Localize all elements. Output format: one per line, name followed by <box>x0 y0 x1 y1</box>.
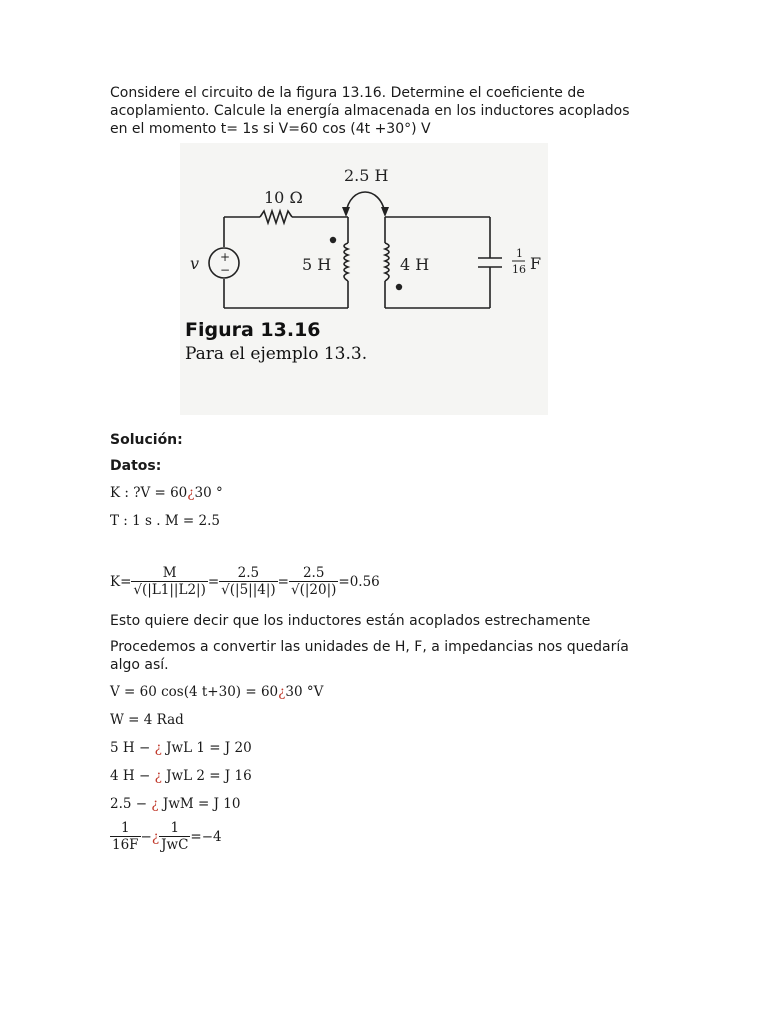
k-fraction-3: $\frac{2.5}{√(|20|)}$ <box>290 565 337 598</box>
circuit-figure <box>180 143 548 415</box>
k-fraction-1: $\frac{M}{√(|L1||L2|)}$ <box>133 565 206 598</box>
figure-caption: Para el ejemplo 13.3. <box>185 344 368 364</box>
given-line-1: K : ?V = 60¿30 ° <box>110 485 223 501</box>
equation-l1: 5 H − ¿ JwL 1 = J 20 <box>110 740 252 756</box>
equation-l2: 4 H − ¿ JwL 2 = J 16 <box>110 768 252 784</box>
circuit-diagram <box>180 143 548 415</box>
cap-num: 1 <box>516 247 523 260</box>
given-line-2: T : 1 s . M = 2.5 <box>110 513 221 529</box>
k-result: =0.56 <box>338 573 380 590</box>
inductor1-label: 5 H <box>302 255 332 274</box>
cap-fraction-1: $\frac{1}{16F}$ <box>112 820 139 853</box>
k-label: K= <box>110 573 132 590</box>
coupling-meaning: Esto quiere decir que los inductores están acoplados estrechamente <box>110 613 591 629</box>
equation-capacitor <box>110 820 222 853</box>
cap-mid: −¿ <box>140 828 160 845</box>
problem-statement: Considere el circuito de la figura 13.16. Determine el coeficiente de acoplamiento. Calcule la energía almacenada en los inductores acoplados en el momento t= 1s si V=60 cos (4t +30°) V <box>110 85 630 137</box>
equation-mutual: 2.5 − ¿ JwM = J 10 <box>110 796 241 812</box>
data-heading: Datos: <box>110 458 162 474</box>
cap-fraction-2: $\frac{1}{\text{JwC}}$ <box>161 820 189 853</box>
coupling-equation: K= $\frac{M}{√(|L1||L2|)}$ = $\frac{2.5}{√(|5||4|)}$ = $\frac{2.5}{√(|20|)}$ =0.56 <box>110 565 380 598</box>
conversion-text: Procedemos a convertir las unidades de H, F, a impedancias nos quedaría algo así. <box>110 639 629 673</box>
source-minus: − <box>220 263 231 277</box>
cap-result: =−4 <box>190 828 222 845</box>
k-fraction-2: $\frac{2.5}{√(|5||4|)}$ <box>221 565 276 598</box>
cap-den: 16 <box>512 263 526 276</box>
mutual-label: 2.5 H <box>344 166 389 185</box>
resistor-label: 10 Ω <box>264 188 303 207</box>
equation-voltage: V = 60 cos(4 t+30) = 60¿30 °V <box>110 684 324 700</box>
source-plus: + <box>220 250 231 264</box>
source-label: v <box>190 254 200 273</box>
figure-title: Figura 13.16 <box>185 319 321 341</box>
solution-heading: Solución: <box>110 432 183 448</box>
inductor2-label: 4 H <box>400 255 430 274</box>
equation-omega: W = 4 Rad <box>110 712 184 728</box>
cap-unit: F <box>530 254 542 273</box>
